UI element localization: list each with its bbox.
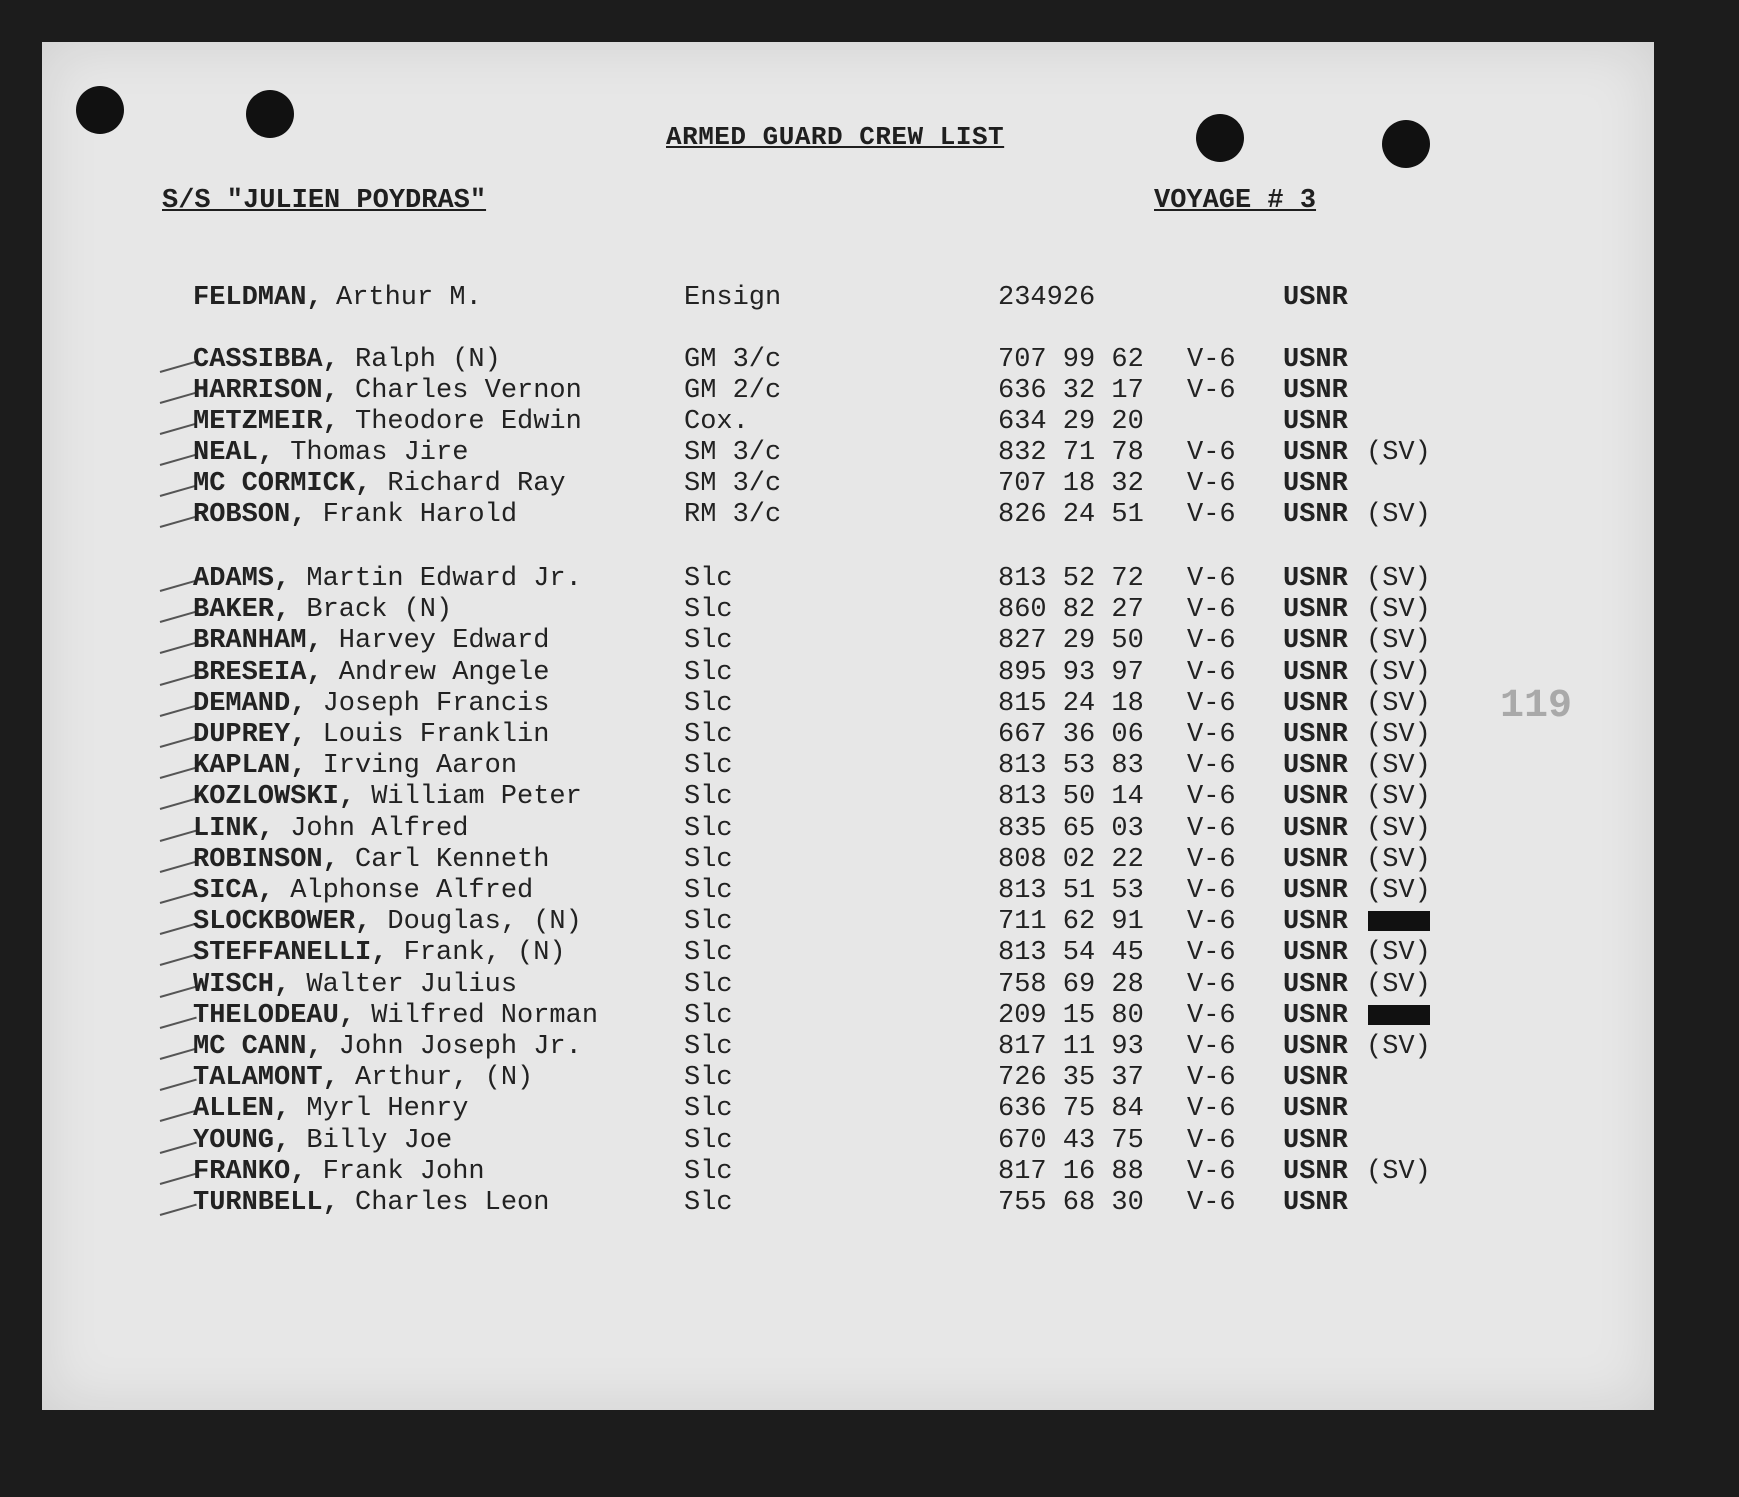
status: (SV) [1366, 595, 1431, 626]
service-number: 636 32 17 [998, 376, 1144, 406]
branch: USNR [1283, 1094, 1348, 1125]
status: (SV) [1366, 626, 1431, 657]
given-name: Harvey Edward [338, 626, 550, 657]
given-name: Charles Leon [355, 1188, 550, 1218]
given-name: Richard Ray [387, 469, 566, 499]
rate: RM 3/c [684, 500, 782, 530]
class: V-6 [1187, 813, 1236, 844]
rate: Slc [684, 564, 733, 594]
class: V-6 [1187, 1156, 1236, 1187]
branch: USNR [1283, 500, 1348, 530]
status: (SV) [1366, 844, 1431, 875]
class: V-6 [1187, 1000, 1236, 1031]
surname: ALLEN, [193, 1094, 291, 1125]
surname: FELDMAN, [193, 283, 323, 313]
class: V-6 [1187, 500, 1236, 530]
status: (SV) [1366, 720, 1431, 750]
status: (SV) [1366, 564, 1431, 594]
crew-row [0, 1063, 1739, 1094]
given-name: Martin Edward Jr. [306, 564, 582, 594]
surname: DUPREY, [193, 720, 307, 750]
rate: Slc [684, 626, 733, 657]
crew-row [0, 1094, 1739, 1125]
crew-row [0, 751, 1739, 782]
rate: Slc [684, 876, 733, 906]
class: V-6 [1187, 688, 1236, 719]
class: V-6 [1187, 1063, 1236, 1094]
class: V-6 [1187, 1125, 1236, 1156]
service-number: 813 52 72 [998, 564, 1144, 594]
given-name: Irving Aaron [322, 751, 518, 782]
class: V-6 [1187, 969, 1236, 1000]
given-name: Carl Kenneth [355, 844, 550, 875]
crew-row [0, 626, 1739, 657]
service-number: 835 65 03 [998, 813, 1144, 844]
crew-row [0, 1157, 1739, 1188]
rate: SM 3/c [684, 469, 782, 499]
service-number: 209 15 80 [998, 1000, 1144, 1031]
class: V-6 [1187, 345, 1236, 375]
surname: WISCH, [193, 969, 291, 1000]
given-name: John Joseph Jr. [338, 1032, 582, 1062]
service-number: 817 16 88 [998, 1156, 1144, 1187]
crew-row [0, 658, 1739, 689]
crew-row [0, 970, 1739, 1001]
service-number: 817 11 93 [998, 1032, 1144, 1062]
service-number: 758 69 28 [998, 969, 1144, 1000]
surname: CASSIBBA, [193, 345, 339, 375]
branch: USNR [1283, 283, 1348, 313]
crew-row [0, 595, 1739, 626]
service-number: 895 93 97 [998, 657, 1144, 688]
class: V-6 [1187, 720, 1236, 750]
given-name: Walter Julius [306, 969, 518, 1000]
given-name: Douglas, (N) [387, 907, 582, 938]
rate: Cox. [684, 407, 749, 437]
crew-row [0, 1001, 1739, 1032]
given-name: Thomas Jire [290, 438, 469, 468]
branch: USNR [1283, 626, 1348, 657]
branch: USNR [1283, 1156, 1348, 1187]
class: V-6 [1187, 595, 1236, 626]
surname: YOUNG, [193, 1125, 291, 1156]
service-number: 634 29 20 [998, 407, 1144, 437]
surname: BAKER, [193, 595, 291, 626]
rate: Slc [684, 844, 733, 875]
rate: Slc [684, 1000, 733, 1031]
surname: KOZLOWSKI, [193, 782, 356, 813]
branch: USNR [1283, 376, 1348, 406]
branch: USNR [1283, 813, 1348, 844]
rate: Ensign [684, 283, 782, 313]
branch: USNR [1283, 345, 1348, 375]
branch: USNR [1283, 1125, 1348, 1156]
service-number: 826 24 51 [998, 500, 1144, 530]
service-number: 813 53 83 [998, 751, 1144, 782]
status: (SV) [1366, 438, 1431, 468]
status: (SV) [1366, 1156, 1431, 1187]
crew-row [0, 1188, 1739, 1219]
surname: HARRISON, [193, 376, 339, 406]
rate: Slc [684, 1188, 733, 1218]
class: V-6 [1187, 1094, 1236, 1125]
branch: USNR [1283, 1000, 1348, 1031]
given-name: Wilfred Norman [371, 1000, 599, 1031]
branch: USNR [1283, 969, 1348, 1000]
service-number: 667 36 06 [998, 720, 1144, 750]
service-number: 711 62 91 [998, 907, 1144, 938]
service-number: 813 50 14 [998, 782, 1144, 813]
surname: ROBINSON, [193, 844, 339, 875]
surname: BRESEIA, [193, 657, 323, 688]
branch: USNR [1283, 938, 1348, 969]
surname: ROBSON, [193, 500, 307, 530]
service-number: 813 54 45 [998, 938, 1144, 969]
surname: METZMEIR, [193, 407, 339, 437]
status: (SV) [1366, 876, 1431, 906]
crew-row [0, 720, 1739, 751]
branch: USNR [1283, 688, 1348, 719]
crew-row [0, 689, 1739, 720]
rate: GM 3/c [684, 345, 782, 375]
given-name: Frank, (N) [403, 938, 566, 969]
crew-row [0, 1032, 1739, 1063]
branch: USNR [1283, 657, 1348, 688]
class: V-6 [1187, 907, 1236, 938]
rate: Slc [684, 813, 733, 844]
given-name: Louis Franklin [322, 720, 550, 750]
branch: USNR [1283, 469, 1348, 499]
document-title: ARMED GUARD CREW LIST [666, 122, 1005, 152]
branch: USNR [1283, 438, 1348, 468]
service-number: 827 29 50 [998, 626, 1144, 657]
status: (SV) [1366, 500, 1431, 530]
branch: USNR [1283, 595, 1348, 626]
given-name: Billy Joe [306, 1125, 453, 1156]
rate: Slc [684, 688, 733, 719]
rate: Slc [684, 751, 733, 782]
given-name: Arthur M. [336, 283, 482, 313]
surname: TALAMONT, [193, 1063, 339, 1094]
rate: Slc [684, 1156, 733, 1187]
class: V-6 [1187, 564, 1236, 594]
surname: STEFFANELLI, [193, 938, 388, 969]
surname: KAPLAN, [193, 751, 307, 782]
service-number: 670 43 75 [998, 1125, 1144, 1156]
branch: USNR [1283, 1063, 1348, 1094]
given-name: Arthur, (N) [355, 1063, 534, 1094]
status: (SV) [1366, 751, 1431, 782]
class: V-6 [1187, 376, 1236, 406]
surname: ADAMS, [193, 564, 291, 594]
rate: Slc [684, 595, 733, 626]
service-number: 707 99 62 [998, 345, 1144, 375]
status: (SV) [1366, 782, 1431, 813]
status: (SV) [1366, 657, 1431, 688]
service-number: 832 71 78 [998, 438, 1144, 468]
given-name: William Peter [371, 782, 582, 813]
given-name: John Alfred [290, 813, 469, 844]
rate: Slc [684, 907, 733, 938]
crew-row [0, 814, 1739, 845]
branch: USNR [1283, 720, 1348, 750]
given-name: Andrew Angele [338, 657, 550, 688]
rate: Slc [684, 1063, 733, 1094]
rate: SM 3/c [684, 438, 782, 468]
branch: USNR [1283, 751, 1348, 782]
surname: SICA, [193, 876, 275, 906]
page-number-stamp: 119 [1500, 684, 1573, 729]
branch: USNR [1283, 907, 1348, 938]
class: V-6 [1187, 1188, 1236, 1218]
class: V-6 [1187, 751, 1236, 782]
service-number: 813 51 53 [998, 876, 1144, 906]
class: V-6 [1187, 1032, 1236, 1062]
given-name: Myrl Henry [306, 1094, 469, 1125]
status: (SV) [1366, 969, 1431, 1000]
rate: Slc [684, 720, 733, 750]
rate: Slc [684, 782, 733, 813]
crew-row [0, 907, 1739, 938]
crew-row [0, 1126, 1739, 1157]
surname: DEMAND, [193, 688, 307, 719]
surname: MC CORMICK, [193, 469, 372, 499]
crew-row [0, 938, 1739, 969]
service-number: 636 75 84 [998, 1094, 1144, 1125]
service-number: 726 35 37 [998, 1063, 1144, 1094]
service-number: 707 18 32 [998, 469, 1144, 499]
branch: USNR [1283, 564, 1348, 594]
crew-row [0, 876, 1739, 907]
branch: USNR [1283, 844, 1348, 875]
surname: LINK, [193, 813, 275, 844]
status: (SV) [1366, 813, 1431, 844]
voyage-number: VOYAGE # 3 [1154, 186, 1317, 216]
class: V-6 [1187, 657, 1236, 688]
class: V-6 [1187, 469, 1236, 499]
rate: Slc [684, 969, 733, 1000]
rate: Slc [684, 657, 733, 688]
class: V-6 [1187, 844, 1236, 875]
rate: Slc [684, 1032, 733, 1062]
given-name: Frank John [322, 1156, 485, 1187]
surname: BRANHAM, [193, 626, 323, 657]
surname: TURNBELL, [193, 1188, 339, 1218]
class: V-6 [1187, 876, 1236, 906]
class: V-6 [1187, 782, 1236, 813]
crew-row [0, 782, 1739, 813]
ship-name: S/S "JULIEN POYDRAS" [162, 186, 487, 216]
given-name: Brack (N) [306, 595, 453, 626]
surname: MC CANN, [193, 1032, 323, 1062]
given-name: Joseph Francis [322, 688, 550, 719]
rate: Slc [684, 1125, 733, 1156]
rate: Slc [684, 938, 733, 969]
class: V-6 [1187, 938, 1236, 969]
branch: USNR [1283, 782, 1348, 813]
surname: FRANKO, [193, 1156, 307, 1187]
branch: USNR [1283, 1188, 1348, 1218]
redaction-mark [1368, 1005, 1430, 1025]
crew-row [0, 845, 1739, 876]
service-number: 860 82 27 [998, 595, 1144, 626]
status: (SV) [1366, 688, 1431, 719]
given-name: Ralph (N) [355, 345, 501, 375]
rate: Slc [684, 1094, 733, 1125]
service-number: 755 68 30 [998, 1188, 1144, 1218]
service-number: 815 24 18 [998, 688, 1144, 719]
surname: THELODEAU, [193, 1000, 356, 1031]
surname: NEAL, [193, 438, 275, 468]
branch: USNR [1283, 1032, 1348, 1062]
service-number: 234926 [998, 283, 1096, 313]
given-name: Charles Vernon [355, 376, 582, 406]
class: V-6 [1187, 626, 1236, 657]
surname: SLOCKBOWER, [193, 907, 372, 938]
crew-row [0, 564, 1739, 595]
service-number: 808 02 22 [998, 844, 1144, 875]
branch: USNR [1283, 407, 1348, 437]
status: (SV) [1366, 1032, 1431, 1062]
redaction-mark [1368, 911, 1430, 931]
class: V-6 [1187, 438, 1236, 468]
given-name: Alphonse Alfred [290, 876, 534, 906]
branch: USNR [1283, 876, 1348, 906]
given-name: Frank Harold [322, 500, 518, 530]
rate: GM 2/c [684, 376, 782, 406]
status: (SV) [1366, 938, 1431, 969]
given-name: Theodore Edwin [355, 407, 582, 437]
